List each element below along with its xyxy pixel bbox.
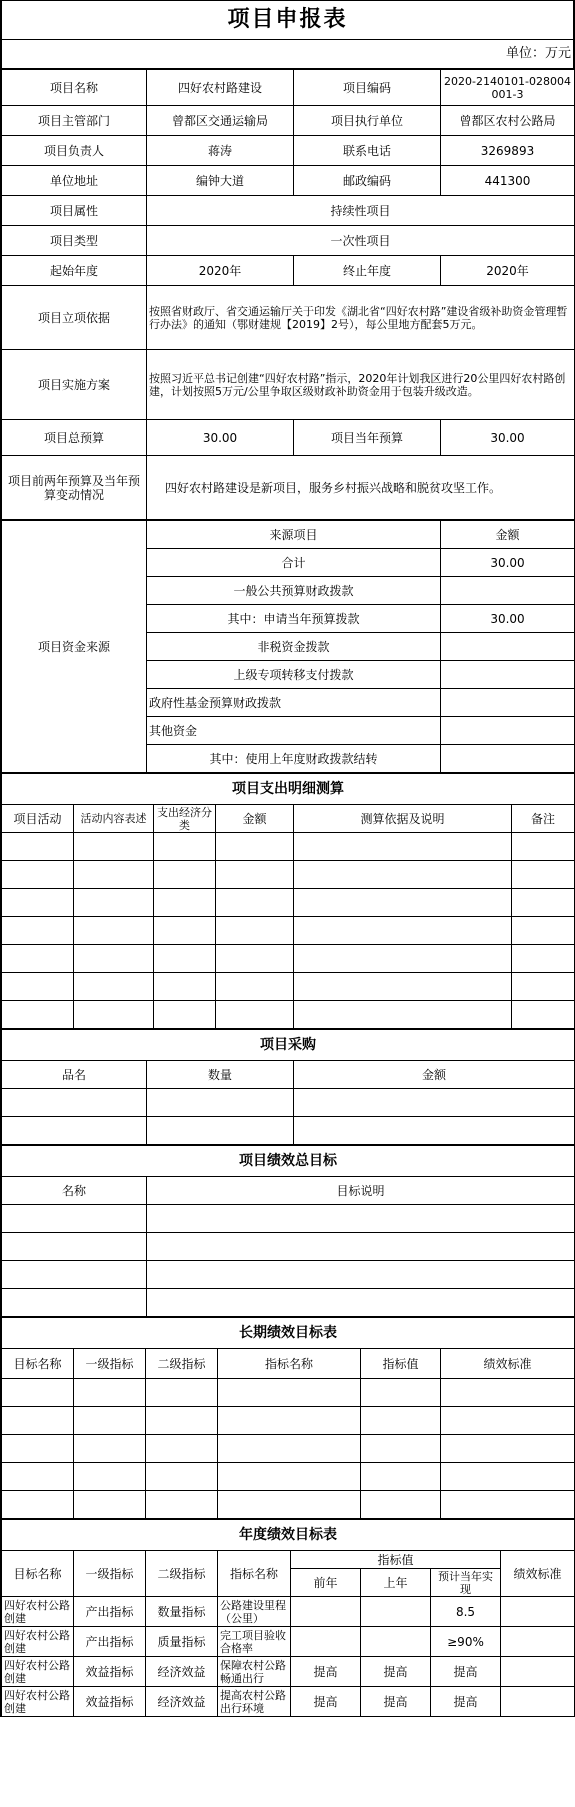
phone-label: 联系电话	[294, 136, 441, 166]
annual-col: 二级指标	[146, 1551, 218, 1597]
long-term-col: 目标名称	[2, 1349, 74, 1379]
total-budget-value: 30.00	[147, 420, 294, 456]
table-row	[2, 1435, 575, 1463]
basis-value: 按照省财政厅、省交通运输厅关于印发《湖北省“四好农村路”建设省级补助资金管理暂行办法》的通知（鄂财建规【2019】2号），每公里地方配套5万元。	[147, 286, 575, 350]
exec-label: 项目执行单位	[294, 106, 441, 136]
annual-col: 绩效标准	[501, 1551, 575, 1597]
basic-info-table	[1, 69, 575, 520]
annual-l2: 经济效益	[146, 1657, 218, 1687]
annual-cur: ≥90%	[431, 1627, 501, 1657]
table-row	[2, 1089, 575, 1117]
funding-row-amount: 30.00	[441, 605, 575, 633]
annual-l1: 效益指标	[74, 1687, 146, 1717]
annual-l1: 产出指标	[74, 1597, 146, 1627]
attr-label: 项目属性	[2, 196, 147, 226]
funding-row-amount	[441, 745, 575, 773]
funding-row-name: 其他资金	[147, 717, 441, 745]
project-name-label: 项目名称	[2, 70, 147, 106]
annual-goal: 四好农村公路创建	[2, 1627, 74, 1657]
postcode-value: 441300	[441, 166, 575, 196]
annual-subcol: 预计当年实现	[431, 1569, 501, 1597]
funding-row-amount: 30.00	[441, 549, 575, 577]
postcode-label: 邮政编码	[294, 166, 441, 196]
leader-value: 蒋涛	[147, 136, 294, 166]
expense-title: 项目支出明细测算	[2, 774, 575, 805]
annual-indicator: 提高农村公路出行环境	[218, 1687, 291, 1717]
table-row	[2, 1261, 575, 1289]
leader-label: 项目负责人	[2, 136, 147, 166]
annual-indicator: 保障农村公路畅通出行	[218, 1657, 291, 1687]
expense-col: 备注	[512, 805, 575, 833]
project-code-value: 2020-2140101-028004001-3	[441, 70, 575, 106]
year-budget-value: 30.00	[441, 420, 575, 456]
annual-std	[501, 1687, 575, 1717]
annual-prev1: 提高	[361, 1687, 431, 1717]
expense-table	[1, 773, 575, 1029]
end-year-value: 2020年	[441, 256, 575, 286]
type-label: 项目类型	[2, 226, 147, 256]
annual-l2: 数量指标	[146, 1597, 218, 1627]
annual-prev1	[361, 1627, 431, 1657]
funding-row-amount	[441, 661, 575, 689]
annual-l1: 效益指标	[74, 1657, 146, 1687]
funding-row-name: 其中：使用上年度财政拨款结转	[147, 745, 441, 773]
project-name-value: 四好农村路建设	[147, 70, 294, 106]
funding-row-name: 上级专项转移支付拨款	[147, 661, 441, 689]
annual-l2: 经济效益	[146, 1687, 218, 1717]
annual-prev2: 提高	[291, 1657, 361, 1687]
table-row	[2, 1001, 575, 1029]
annual-goal: 四好农村公路创建	[2, 1687, 74, 1717]
table-row	[2, 1233, 575, 1261]
funding-head-amount: 金额	[441, 521, 575, 549]
long-term-col: 二级指标	[146, 1349, 218, 1379]
funding-row-amount	[441, 689, 575, 717]
annual-prev1: 提高	[361, 1657, 431, 1687]
annual-col: 指标值	[291, 1551, 501, 1569]
long-term-col: 绩效标准	[441, 1349, 575, 1379]
dept-value: 曾都区交通运输局	[147, 106, 294, 136]
basis-label: 项目立项依据	[2, 286, 147, 350]
long-term-col: 指标名称	[218, 1349, 361, 1379]
purchase-col: 品名	[2, 1061, 147, 1089]
purchase-col: 金额	[294, 1061, 575, 1089]
table-row	[2, 1491, 575, 1519]
plan-label: 项目实施方案	[2, 350, 147, 420]
funding-row-amount	[441, 577, 575, 605]
long-term-col: 一级指标	[74, 1349, 146, 1379]
annual-goal: 四好农村公路创建	[2, 1597, 74, 1627]
purchase-title: 项目采购	[2, 1030, 575, 1061]
project-code-label: 项目编码	[294, 70, 441, 106]
table-row	[2, 973, 575, 1001]
table-row	[2, 1597, 575, 1627]
annual-col: 目标名称	[2, 1551, 74, 1597]
table-row	[2, 1407, 575, 1435]
expense-col: 项目活动	[2, 805, 74, 833]
funding-row-name: 其中：申请当年预算拨款	[147, 605, 441, 633]
annual-col: 指标名称	[218, 1551, 291, 1597]
start-year-label: 起始年度	[2, 256, 147, 286]
address-value: 编钟大道	[147, 166, 294, 196]
funding-row-name: 政府性基金预算财政拨款	[147, 689, 441, 717]
table-row	[2, 1117, 575, 1145]
funding-head-source: 来源项目	[147, 521, 441, 549]
annual-subcol: 前年	[291, 1569, 361, 1597]
annual-cur: 8.5	[431, 1597, 501, 1627]
funding-label: 项目资金来源	[2, 521, 147, 773]
funding-row-name: 非税资金拨款	[147, 633, 441, 661]
year-budget-label: 项目当年预算	[294, 420, 441, 456]
perf-total-table	[1, 1145, 575, 1317]
table-row	[2, 1463, 575, 1491]
funding-table	[1, 520, 575, 773]
long-term-title: 长期绩效目标表	[2, 1318, 575, 1349]
expense-col: 活动内容表述	[74, 805, 154, 833]
annual-indicator: 完工项目验收合格率	[218, 1627, 291, 1657]
annual-prev1	[361, 1597, 431, 1627]
type-value: 一次性项目	[147, 226, 575, 256]
unit-label: 单位：万元	[2, 40, 574, 69]
funding-row-name: 一般公共预算财政拨款	[147, 577, 441, 605]
funding-row-name: 合计	[147, 549, 441, 577]
table-row	[2, 1657, 575, 1687]
history-value: 四好农村路建设是新项目，服务乡村振兴战略和脱贫攻坚工作。	[147, 456, 575, 520]
table-row	[2, 1627, 575, 1657]
table-row	[2, 833, 575, 861]
dept-label: 项目主管部门	[2, 106, 147, 136]
long-term-table	[1, 1317, 575, 1519]
plan-value: 按照习近平总书记创建“四好农村路”指示，2020年计划我区进行20公里四好农村路创建，计划按照5万元/公里争取区级财政补助资金用于包装升级改造。	[147, 350, 575, 420]
table-row	[2, 861, 575, 889]
purchase-col: 数量	[147, 1061, 294, 1089]
annual-cur: 提高	[431, 1687, 501, 1717]
annual-prev2	[291, 1597, 361, 1627]
exec-value: 曾都区农村公路局	[441, 106, 575, 136]
annual-prev2: 提高	[291, 1687, 361, 1717]
form-title: 项目申报表	[2, 1, 574, 40]
funding-row-amount	[441, 633, 575, 661]
perf-total-col: 名称	[2, 1177, 147, 1205]
annual-subcol: 上年	[361, 1569, 431, 1597]
annual-cur: 提高	[431, 1657, 501, 1687]
annual-std	[501, 1627, 575, 1657]
annual-goal: 四好农村公路创建	[2, 1657, 74, 1687]
purchase-table	[1, 1029, 575, 1145]
annual-col: 一级指标	[74, 1551, 146, 1597]
table-row	[2, 889, 575, 917]
history-label: 项目前两年预算及当年预算变动情况	[2, 456, 147, 520]
annual-l1: 产出指标	[74, 1627, 146, 1657]
annual-title: 年度绩效目标表	[2, 1520, 575, 1551]
annual-prev2	[291, 1627, 361, 1657]
form-header	[1, 0, 574, 69]
start-year-value: 2020年	[147, 256, 294, 286]
perf-total-col: 目标说明	[147, 1177, 575, 1205]
long-term-col: 指标值	[361, 1349, 441, 1379]
table-row	[2, 1205, 575, 1233]
perf-total-title: 项目绩效总目标	[2, 1146, 575, 1177]
end-year-label: 终止年度	[294, 256, 441, 286]
phone-value: 3269893	[441, 136, 575, 166]
table-row	[2, 917, 575, 945]
expense-col: 测算依据及说明	[294, 805, 512, 833]
expense-col: 支出经济分类	[154, 805, 216, 833]
expense-col: 金额	[216, 805, 294, 833]
annual-std	[501, 1657, 575, 1687]
annual-l2: 质量指标	[146, 1627, 218, 1657]
table-row	[2, 1379, 575, 1407]
funding-row-amount	[441, 717, 575, 745]
table-row	[2, 1687, 575, 1717]
table-row	[2, 1289, 575, 1317]
table-row	[2, 945, 575, 973]
annual-indicator: 公路建设里程（公里）	[218, 1597, 291, 1627]
annual-std	[501, 1597, 575, 1627]
attr-value: 持续性项目	[147, 196, 575, 226]
total-budget-label: 项目总预算	[2, 420, 147, 456]
annual-table	[1, 1519, 575, 1717]
address-label: 单位地址	[2, 166, 147, 196]
